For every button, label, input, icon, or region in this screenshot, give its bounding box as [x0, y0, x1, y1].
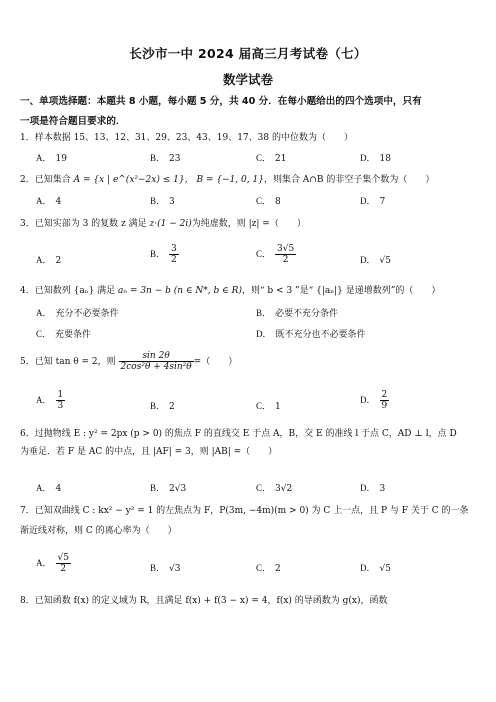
option-a[interactable]: A． 4: [36, 483, 62, 494]
question-number: 2．: [20, 175, 35, 185]
question-number: 4．: [20, 286, 35, 296]
question-text: 已知集合: [34, 175, 71, 185]
set-a-expression: A = {x | e^(x²−2x) ≤ 1}: [73, 175, 185, 185]
question-6: [20, 427, 460, 441]
option-d[interactable]: D． 7: [360, 196, 386, 207]
question-7-continued: 渐近线对称，则 C 的离心率为（ ）: [20, 526, 177, 536]
option-b[interactable]: B． 必要不充分条件: [256, 308, 339, 319]
question-text-tail: ，则“ b < 3 ”是“ {|aₙ|} 是递增数列”的（ ）: [241, 286, 441, 296]
option-b[interactable]: B． $\frac{3}{2}$: [150, 244, 177, 265]
option-a[interactable]: A． $\frac{√5}{2}$: [36, 553, 69, 574]
sequence-expression: aₙ = 3n − b (n ∈ N*, b ∈ R): [118, 286, 242, 296]
option-d[interactable]: D． √5: [360, 255, 391, 266]
option-c[interactable]: C． 充要条件: [36, 329, 92, 340]
option-d[interactable]: D． 既不充分也不必要条件: [256, 329, 366, 340]
question-5: [20, 351, 460, 372]
option-c[interactable]: C． 1: [256, 401, 281, 412]
option-b[interactable]: B． 2√3: [150, 483, 187, 494]
question-text-tail: ，则集合 A∩B 的非空子集个数为（ ）: [263, 175, 435, 185]
option-b[interactable]: B． 3: [150, 196, 175, 207]
option-c[interactable]: C． 21: [256, 153, 287, 164]
option-a[interactable]: A． 4: [36, 196, 62, 207]
question-number: 3．: [20, 219, 35, 229]
option-a[interactable]: A． 19: [36, 153, 67, 164]
question-7: [20, 504, 469, 518]
question-text-tail: =（ ）: [193, 357, 238, 367]
section-heading-line1: 一、单项选择题：本题共 8 小题，每小题 5 分，共 40 分．在每小题给出的四个选项中，只有: [20, 96, 422, 107]
set-b-expression: ， B = {−1, 0, 1}: [184, 175, 264, 185]
trig-fraction: $\frac{\sin 2\theta}{\text{2cos²θ + 4sin²θ}}$: [120, 351, 192, 372]
section-heading: [20, 92, 480, 132]
option-c[interactable]: C． 2: [256, 563, 281, 574]
question-1: [20, 131, 460, 145]
question-text: 已知函数 f(x) 的定义域为 R，且满足 f(x) + f(3 − x) = 4，f(x) 的导函数为 g(x)，函数: [34, 596, 388, 606]
section-heading-line2: 一项是符合题目要求的．: [20, 116, 126, 127]
option-d[interactable]: D． 18: [360, 153, 391, 164]
option-b[interactable]: B． 23: [150, 153, 181, 164]
question-text-tail: 为纯虚数，则 |z| =（ ）: [191, 219, 306, 229]
option-c[interactable]: C． 8: [256, 196, 281, 207]
question-number: 6．: [20, 429, 35, 439]
question-text: 已知数列 {aₙ} 满足: [34, 286, 116, 296]
option-c[interactable]: C． $\frac{3√5}{2}$: [256, 244, 295, 265]
question-number: 5．: [20, 357, 35, 367]
question-text: 已知 tan θ = 2，则: [34, 357, 116, 367]
question-3: [20, 217, 460, 231]
option-a[interactable]: A． 2: [36, 255, 62, 266]
question-text: 已知实部为 3 的复数 z 满足: [34, 219, 147, 229]
exam-subtitle: 数学试卷: [222, 72, 273, 87]
question-number: 7．: [20, 506, 35, 516]
option-a[interactable]: A． 充分不必要条件: [36, 308, 119, 319]
question-number: 8．: [20, 596, 35, 606]
exam-title: 长沙市一中 2024 届高三月考试卷（七）: [129, 46, 367, 61]
question-4: [20, 284, 460, 298]
option-d[interactable]: D． √5: [360, 563, 391, 574]
complex-expression: z·(1 − 2i): [149, 219, 192, 229]
option-a[interactable]: A． $\frac{1}{3}$: [36, 390, 64, 411]
option-d[interactable]: D． $\frac{2}{9}$: [360, 390, 388, 411]
option-d[interactable]: D． 3: [360, 483, 386, 494]
option-b[interactable]: B． 2: [150, 401, 175, 412]
question-number: 1．: [20, 133, 35, 143]
option-b[interactable]: B． √3: [150, 563, 181, 574]
option-c[interactable]: C． 3√2: [256, 483, 293, 494]
question-6-continued: 为垂足．若 F 是 AC 的中点，且 |AF| = 3，则 |AB| =（ ）: [20, 447, 278, 457]
question-2: [20, 173, 460, 187]
question-text: 样本数据 15、13、12、31、29、23、43、19、17、38 的中位数为（ ）: [34, 133, 353, 143]
question-text: 过抛物线 E : y² = 2px (p > 0) 的焦点 F 的直线交 E 于点 A，B，交 E 的准线 l 于点 C，AD ⊥ l，点 D: [34, 429, 457, 439]
question-8: [20, 594, 460, 608]
question-text: 已知双曲线 C : kx² − y² = 1 的左焦点为 F，P(3m, −4m)(m > 0) 为 C 上一点，且 P 与 F 关于 C 的一条: [34, 506, 469, 516]
